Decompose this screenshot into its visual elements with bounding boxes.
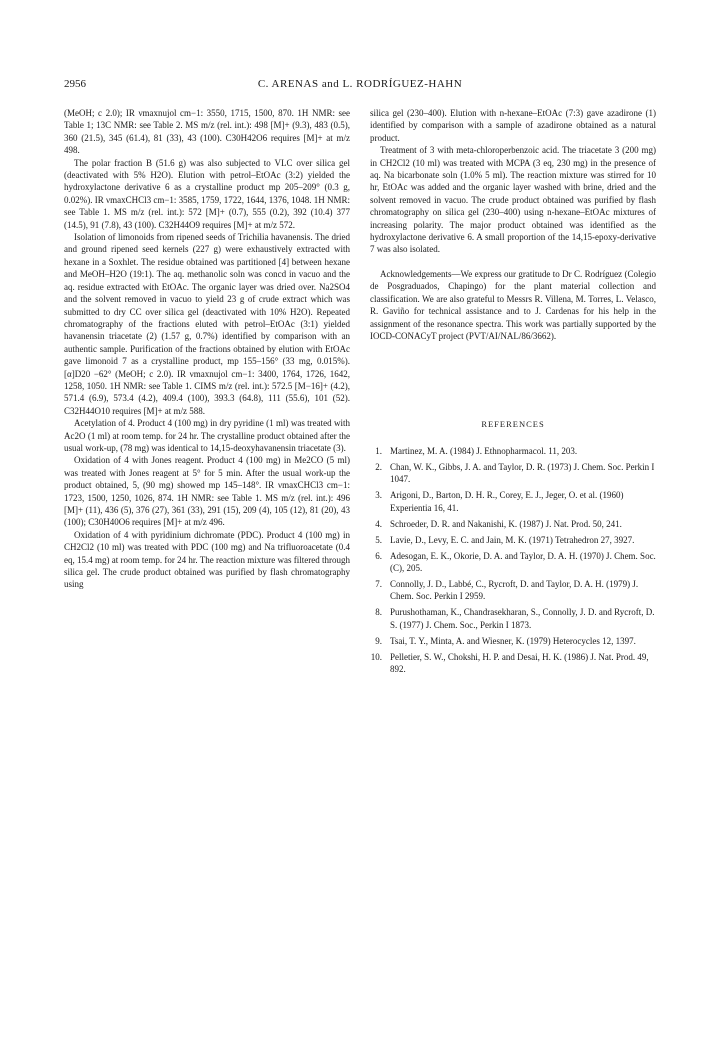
reference-text: Purushothaman, K., Chandrasekharan, S., Connolly, J. D. and Rycroft, D. S. (1977) J. Chem. Soc., Perkin I 1873.	[390, 607, 655, 630]
reference-text: Chan, W. K., Gibbs, J. A. and Taylor, D. R. (1973) J. Chem. Soc. Perkin I 1047.	[390, 461, 655, 485]
reference-number: 2.	[375, 461, 382, 472]
reference-text: Schroeder, D. R. and Nakanishi, K. (1987) J. Nat. Prod. 50, 241.	[390, 518, 622, 529]
reference-number: 10.	[370, 651, 382, 662]
paragraph-pdc-oxidation: Oxidation of 4 with pyridinium dichromate (PDC). Product 4 (100 mg) in CH2Cl2 (10 ml) was treated with PDC (100 mg) and Na trifluoroacetate (0.4 eq, 15.4 mg) at room temp. for 24 hr. The reaction mixture was filtered through silica gel. The crude product obtained was purified by flash chromatography using	[64, 529, 350, 590]
reference-item	[370, 534, 656, 546]
paragraph-mcpa-treatment: Treatment of 3 with meta-chloroperbenzoic acid. The triacetate 3 (200 mg) in CH2Cl2 (10 ml) was treated with MCPA (3 eq, 230 mg) in the presence of aq. Na bicarbonate soln (1.0% 5 ml). The reaction mixture was stirred for 10 hr, EtOAc was added and the organic layer washed with brine, dried and the solvent removed in vacuo. The crude product obtained was purified by flash chromatography on silica gel (230–400) using n-hexane–EtOAc mixtures of increasing polarity. The major product obtained was identified as the hydroxylactone derivative 6. A small proportion of the 14,15-epoxy-derivative 7 was also isolated.	[370, 145, 656, 255]
left-column	[64, 107, 350, 591]
reference-item	[370, 518, 656, 530]
reference-item	[370, 578, 656, 603]
reference-text: Connolly, J. D., Labbé, C., Rycroft, D. and Taylor, D. A. H. (1979) J. Chem. Soc. Perkin I 2959.	[390, 578, 639, 602]
reference-number: 8.	[375, 607, 382, 618]
reference-item	[370, 489, 656, 514]
paragraph-jones-oxidation: Oxidation of 4 with Jones reagent. Product 4 (100 mg) in Me2CO (5 ml) was treated with Jones reagent at 5° for 5 min. After the usual work-up the product obtained, 5, (90 mg) showed mp 145–148°. IR νmaxCHCl3 cm−1: 1723, 1500, 1250, 1026, 874. 1H NMR: see Table 1. MS m/z (rel. int.): 496 [M]+ (11), 436 (5), 376 (27), 361 (33), 291 (15), 209 (4), 105 (12), 81 (20), 43 (100); C30H40O6 requires [M]+ at m/z 496.	[64, 455, 350, 528]
reference-item	[370, 606, 656, 631]
paragraph-azadirone: silica gel (230–400). Elution with n-hexane–EtOAc (7:3) gave azadirone (1) identified by comparison with a sample of azadirone obtained as a natural product.	[370, 108, 656, 143]
reference-text: Lavie, D., Levy, E. C. and Jain, M. K. (1971) Tetrahedron 27, 3927.	[390, 534, 635, 545]
running-head-authors: C. ARENAS and L. RODRÍGUEZ-HAHN	[257, 78, 463, 90]
reference-number: 9.	[375, 635, 382, 646]
reference-text: Tsai, T. Y., Minta, A. and Wiesner, K. (1979) Heterocycles 12, 1397.	[390, 635, 636, 646]
reference-item	[370, 635, 656, 647]
references-heading: REFERENCES	[481, 419, 545, 430]
reference-number: 5.	[375, 534, 382, 545]
reference-number: 6.	[375, 550, 382, 561]
paragraph-compound-4-data: (MeOH; c 2.0); IR νmaxnujol cm−1: 3550, 1715, 1500, 870. 1H NMR: see Table 1; 13C NMR: see Table 2. MS m/z (rel. int.): 498 [M]+ (9.3), 483 (0.5), 360 (21.5), 345 (61.4), 81 (33), 43 (100). C30H42O6 requires [M]+ at m/z 498.	[64, 108, 350, 156]
reference-text: Adesogan, E. K., Okorie, D. A. and Taylor, D. A. H. (1970) J. Chem. Soc. (C), 205.	[390, 550, 656, 573]
reference-number: 7.	[375, 578, 382, 589]
running-header	[64, 78, 656, 94]
reference-number: 3.	[375, 490, 382, 501]
reference-text: Martinez, M. A. (1984) J. Ethnopharmacol. 11, 203.	[390, 445, 578, 456]
reference-list	[370, 445, 656, 676]
paragraph-acetylation: Acetylation of 4. Product 4 (100 mg) in dry pyridine (1 ml) was treated with Ac2O (1 ml) at room temp. for 24 hr. The crystalline product obtained after the usual work-up, (78 mg) was identical to 14,15-deoxyhavanensin triacetate (3).	[64, 418, 350, 453]
paragraph-isolation-limonoids: Isolation of limonoids from ripened seeds of Trichilia havanensis. The dried and ground ripened seed kernels (227 g) were exhaustively extracted with hexane in a Soxhlet. The residue obtained was partitioned [4] between hexane and MeOH–H2O (19:1). The aq. methanolic soln was concd in vacuo and the aq. residue extracted with EtOAc. The organic layer was dried over. Na2SO4 and the solvent removed in vacuo to yield 23 g of crude extract which was submitted to dry CC over silica gel (deactivated with 10% H2O). Repeated chromatography of the fractions eluted with petrol–EtOAc (3:1) yielded havanensin triacetate (2) (1.57 g, 0.7%) identified by comparison with an authentic sample. Purification of the fractions obtained by elution with EtOAc gave limonoid 7 as a crystalline product, mp 155–156° (33 mg, 0.015%). [α]D20 −62° (MeOH; c 2.0). IR νmaxnujol cm−1: 3400, 1764, 1726, 1642, 1258, 1050. 1H NMR: see Table 1. CIMS m/z (rel. int.): 572.5 [M−16]+ (4.2), 571.4 (6.9), 573.4 (4.2), 409.4 (100), 393.3 (64.8), 111 (55.6), 101 (52). C32H44O10 requires [M]+ at m/z 588.	[64, 232, 350, 416]
acknowledgements: Acknowledgements—We express our gratitude to Dr C. Rodríguez (Colegio de Posgraduados, Chapingo) for the plant material collection and classification. We are also grateful to Messrs R. Villena, M. Torres, L. Velasco, R. Gaviño for technical assistance and to J. Cardenas for his help in the assignment of the resonance spectra. This work was partially supported by the IOCD-CONACyT project (PVT/AI/NAL/86/3662).	[370, 268, 656, 341]
reference-item	[370, 445, 656, 457]
reference-number: 1.	[375, 445, 382, 456]
reference-text: Arigoni, D., Barton, D. H. R., Corey, E. J., Jeger, O. et al. (1960) Experientia 16, 41.	[390, 490, 624, 513]
reference-number: 4.	[375, 518, 382, 529]
reference-item	[370, 550, 656, 575]
reference-item	[370, 651, 656, 676]
reference-item	[370, 461, 656, 486]
right-column	[370, 107, 656, 679]
reference-text: Pelletier, S. W., Chokshi, H. P. and Desai, H. K. (1986) J. Nat. Prod. 49, 892.	[390, 651, 649, 675]
paragraph-polar-fraction: The polar fraction B (51.6 g) was also subjected to VLC over silica gel (deactivated with 5% H2O). Elution with petrol–EtOAc (3:2) yielded the hydroxylactone derivative 6 as a crystalline product mp 205–209° (0.3 g, 0.02%). IR νmaxCHCl3 cm−1: 3585, 1759, 1722, 1644, 1376, 1048. 1H NMR: see Table 1. MS m/z (rel. int.): 572 [M]+ (0.7), 555 (0.2), 392 (10.4) 377 (14.5), 91 (7.8), 43 (100). C32H44O9 requires [M]+ at m/z 572.	[64, 157, 350, 230]
page-number: 2956	[64, 78, 86, 90]
